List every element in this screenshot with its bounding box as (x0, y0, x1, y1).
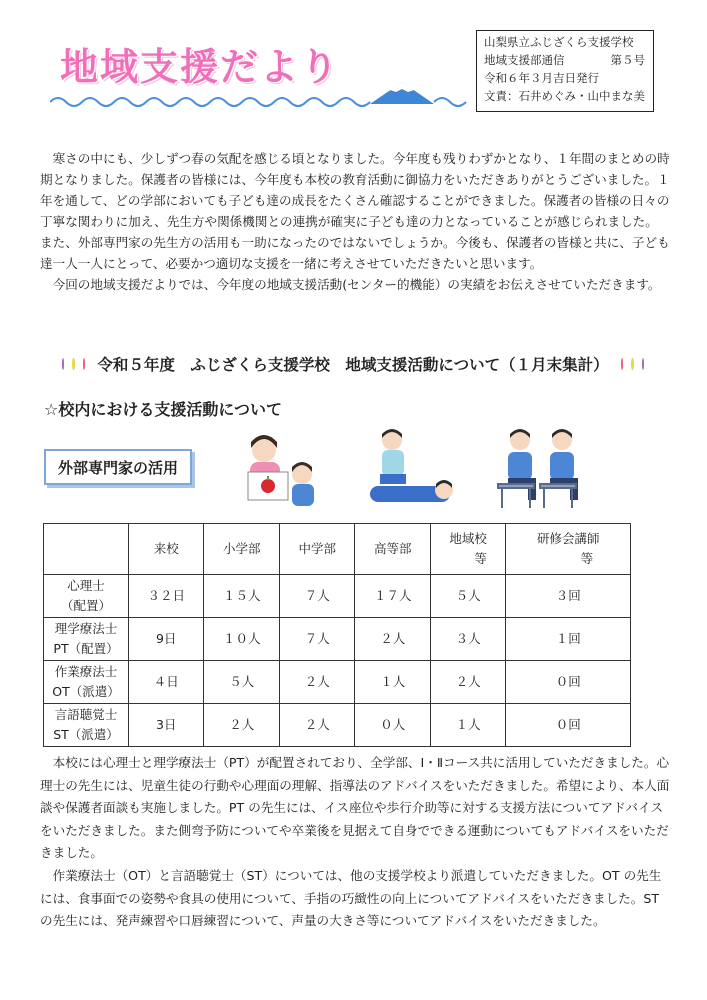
wave-mountain-decoration (50, 80, 470, 112)
table-cell: １０人 (204, 618, 279, 661)
issue-date: 令和６年３月吉日発行 (484, 71, 599, 85)
department-name: 地域支援部通信 (484, 53, 565, 67)
table-cell: ０回 (506, 704, 631, 747)
subsection-heading: ☆校内における支援活動について (44, 400, 283, 419)
intro-text (40, 148, 670, 295)
school-name: 山梨県立ふじざくら支援学校 (484, 35, 634, 49)
table-cell: ２人 (355, 618, 430, 661)
explanation-paragraph: 本校には心理士と理学療法士（PT）が配置されており、全学部、Ⅰ・Ⅱコース共に活用していただきました。心理士の先生には、児童生徒の行動や心理面の理解、指導法のアドバイスをいただきました。希望により、本人面談や保護者面談も実施しました。PT の先生には、イス座位や歩行介助等に対する支援方法についてアドバイスをいただきました。また側弯予防についてや卒業後を見据えて自身でできる運動についてもアドバイスをいただきました。 (40, 755, 670, 861)
table-cell: ７人 (279, 575, 354, 618)
table-cell: １回 (506, 618, 631, 661)
table-header-cell: 地域校 等 (430, 524, 505, 575)
table-cell: １人 (430, 704, 505, 747)
dot-icon (83, 358, 85, 370)
explanation-paragraph: 作業療法士（OT）と言語聴覚士（ST）については、他の支援学校より派遣していただきました。OT の先生には、食事面での姿勢や食具の使用について、手指の巧緻性の向上についてアドバイスをいただきました。ST の先生には、発声練習や口唇練習について、声量の大きさ等についてアドバイスをいただきました。 (40, 867, 662, 929)
table-cell: ２人 (279, 704, 354, 747)
table-cell: ２人 (204, 704, 279, 747)
table-cell: ５人 (430, 575, 505, 618)
table-header-row (44, 524, 631, 575)
explanation-text (40, 752, 670, 933)
counseling-illustration-icon (240, 432, 326, 510)
dot-icon (621, 358, 623, 370)
table-cell: ３人 (430, 618, 505, 661)
table-row-label: 理学療法士 PT（配置） (44, 618, 129, 661)
speech-therapy-illustration-icon (494, 424, 584, 510)
issue-info-box (476, 30, 654, 112)
table-cell: ７人 (279, 618, 354, 661)
dot-icon (72, 358, 74, 370)
dot-icon (62, 358, 64, 370)
table-cell: 3日 (129, 704, 204, 747)
table-cell: ２人 (279, 661, 354, 704)
table-cell: ２人 (430, 661, 505, 704)
table-header-cell: 中学部 (279, 524, 354, 575)
table-cell: ０回 (506, 661, 631, 704)
issue-number: 第５号 (610, 53, 645, 67)
table-cell: １７人 (355, 575, 430, 618)
table-cell: ３回 (506, 575, 631, 618)
table-cell: ３２日 (129, 575, 204, 618)
table-row (44, 661, 631, 704)
table-row (44, 575, 631, 618)
table-cell: 9日 (129, 618, 204, 661)
table-header-cell: 来校 (129, 524, 204, 575)
physical-therapy-illustration-icon (366, 426, 458, 510)
authors: 文責：石井めぐみ・山中まな美 (484, 89, 645, 103)
table-header-cell: 研修会講師 等 (506, 524, 631, 575)
table-header-cell: 高等部 (355, 524, 430, 575)
section-heading-bar (58, 350, 648, 378)
intro-paragraph: 寒さの中にも、少しずつ春の気配を感じる頃となりました。今年度も残りわずかとなり、１年間のまとめの時期となりました。保護者の皆様には、今年度も本校の教育活動に御協力をいただきありがとうございました。１年を通して、どの学部においても子ども達の成長をたくさん確認することができました。保護者の皆様の日々の丁寧な関わりに加え、先生方や関係機関との連携が確実に子ども達の力となっていることが感じられました。また、外部専門家の先生方の活用も一助になったのではないでしょうか。今後も、保護者の皆様と共に、子ども達一人一人にとって、必要かつ適切な支援を一緒に考えさせていただきたいと思います。 (40, 151, 670, 271)
support-activity-table (43, 523, 631, 747)
newsletter-title: 地域支援だより (60, 45, 341, 89)
table-row-label: 心理士 （配置） (44, 575, 129, 618)
table-cell: ５人 (204, 661, 279, 704)
table-header-cell: 小学部 (204, 524, 279, 575)
external-experts-label: 外部専門家の活用 (44, 449, 192, 485)
table-cell: １人 (355, 661, 430, 704)
intro-paragraph: 今回の地域支援だよりでは、今年度の地域支援活動(センター的機能）の実績をお伝えさせていただきます。 (52, 277, 661, 292)
table-cell: １５人 (204, 575, 279, 618)
dot-icon (631, 358, 633, 370)
table-row-label: 作業療法士 OT（派遣） (44, 661, 129, 704)
table-header-cell (44, 524, 129, 575)
table-row (44, 618, 631, 661)
table-cell: ４日 (129, 661, 204, 704)
dot-icon (642, 358, 644, 370)
table-row (44, 704, 631, 747)
table-row-label: 言語聴覚士 ST（派遣） (44, 704, 129, 747)
table-cell: ０人 (355, 704, 430, 747)
section-heading: 令和５年度 ふじざくら支援学校 地域支援活動について（１月末集計） (97, 356, 609, 374)
